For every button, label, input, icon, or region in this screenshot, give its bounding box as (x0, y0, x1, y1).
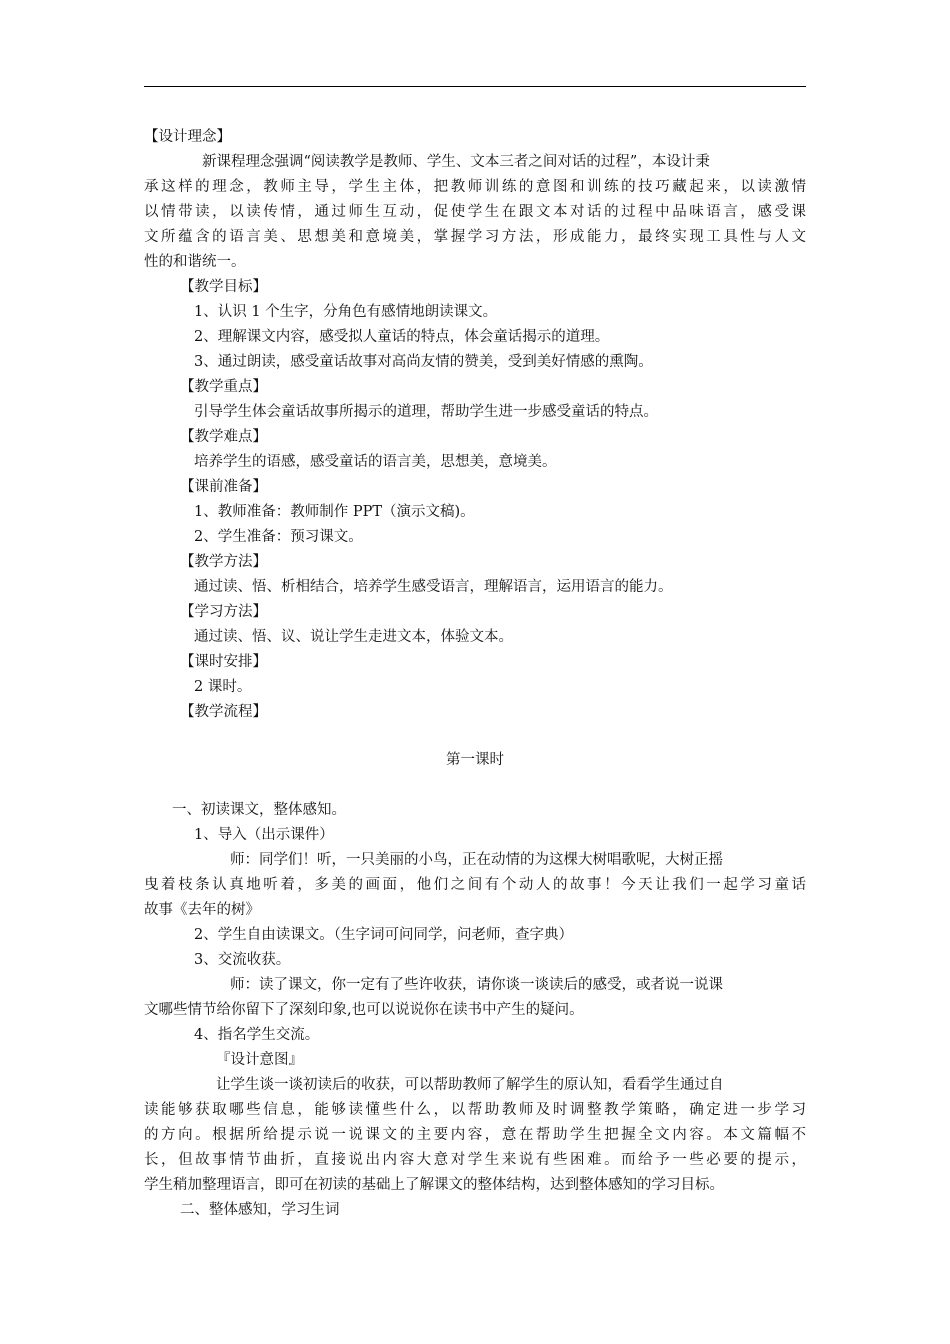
schedule-text: 2 课时。 (194, 679, 252, 695)
step-label: 1、导入（出示课件） (194, 827, 334, 843)
design-intent-line: 读能够获取哪些信息，能够读懂些什么，以帮助教师及时调整教学策略，确定进一步学习 (144, 1102, 806, 1118)
goal-item: 1、认识 1 个生字，分角色有感情地朗读课文。 (194, 304, 498, 320)
difficulties-heading: 【教学难点】 (180, 429, 267, 445)
part1-heading: 一、初读课文，整体感知。 (172, 802, 346, 818)
part2-heading: 二、整体感知，学习生词 (180, 1202, 340, 1218)
design-concept-line: 以情带读，以读传情，通过师生互动，促使学生在跟文本对话的过程中品味语言，感受课 (144, 204, 806, 220)
step-text-line: 曳着枝条认真地听着，多美的画面，他们之间有个动人的故事！今天让我们一起学习童话 (144, 877, 806, 893)
design-concept-line: 承这样的理念，教师主导，学生主体，把教师训练的意图和训练的技巧藏起来，以读激情 (144, 179, 806, 195)
learning-method-heading: 【学习方法】 (180, 604, 267, 620)
process-heading: 【教学流程】 (180, 704, 267, 720)
learning-method-text: 通过读、悟、议、说让学生走进文本，体验文本。 (194, 629, 513, 645)
teaching-method-text: 通过读、悟、析相结合，培养学生感受语言，理解语言，运用语言的能力。 (194, 579, 673, 595)
header-rule (144, 86, 806, 87)
preparation-item: 1、教师准备：教师制作 PPT（演示文稿)。 (194, 504, 475, 520)
preparation-item: 2、学生准备：预习课文。 (194, 529, 363, 545)
design-intent-line: 让学生谈一谈初读后的收获，可以帮助教师了解学生的原认知，看看学生通过自 (216, 1077, 724, 1093)
design-intent-line: 学生稍加整理语言，即可在初读的基础上了解课文的整体结构，达到整体感知的学习目标。 (144, 1177, 724, 1193)
teaching-method-heading: 【教学方法】 (180, 554, 267, 570)
step-label: 3、交流收获。 (194, 952, 291, 968)
difficulties-text: 培养学生的语感，感受童话的语言美，思想美，意境美。 (194, 454, 557, 470)
step-text-line: 师：读了课文，你一定有了些许收获，请你谈一谈读后的感受，或者说一说课 (230, 977, 723, 993)
design-intent-line: 长，但故事情节曲折，直接说出内容大意对学生来说有些困难。而给予一些必要的提示， (144, 1152, 806, 1168)
preparation-heading: 【课前准备】 (180, 479, 267, 495)
design-concept-line: 新课程理念强调“阅读教学是教师、学生、文本三者之间对话的过程”，本设计秉 (202, 154, 710, 170)
lesson-title: 第一课时 (446, 752, 504, 768)
key-points-text: 引导学生体会童话故事所揭示的道理，帮助学生进一步感受童话的特点。 (194, 404, 658, 420)
goal-item: 3、通过朗读，感受童话故事对高尚友情的赞美，受到美好情感的熏陶。 (194, 354, 653, 370)
design-intent-heading: 『设计意图』 (216, 1052, 303, 1068)
step-text-line: 文哪些情节给你留下了深刻印象,也可以说说你在读书中产生的疑问。 (144, 1002, 584, 1018)
goals-heading: 【教学目标】 (180, 279, 267, 295)
goal-item: 2、理解课文内容，感受拟人童话的特点，体会童话揭示的道理。 (194, 329, 610, 345)
key-points-heading: 【教学重点】 (180, 379, 267, 395)
design-concept-heading: 【设计理念】 (144, 129, 231, 145)
design-concept-line: 性的和谐统一。 (144, 254, 246, 270)
step-label: 4、指名学生交流。 (194, 1027, 320, 1043)
step-text-line: 故事《去年的树》 (144, 902, 260, 918)
design-concept-line: 文所蕴含的语言美、思想美和意境美，掌握学习方法，形成能力，最终实现工具性与人文 (144, 229, 806, 245)
step-text-line: 师：同学们！听，一只美丽的小鸟，正在动情的为这棵大树唱歌呢，大树正摇 (230, 852, 723, 868)
schedule-heading: 【课时安排】 (180, 654, 267, 670)
step-label: 2、学生自由读课文。（生字词可问同学，问老师，查字典） (194, 927, 573, 943)
design-intent-line: 的方向。根据所给提示说一说课文的主要内容，意在帮助学生把握全文内容。本文篇幅不 (144, 1127, 806, 1143)
